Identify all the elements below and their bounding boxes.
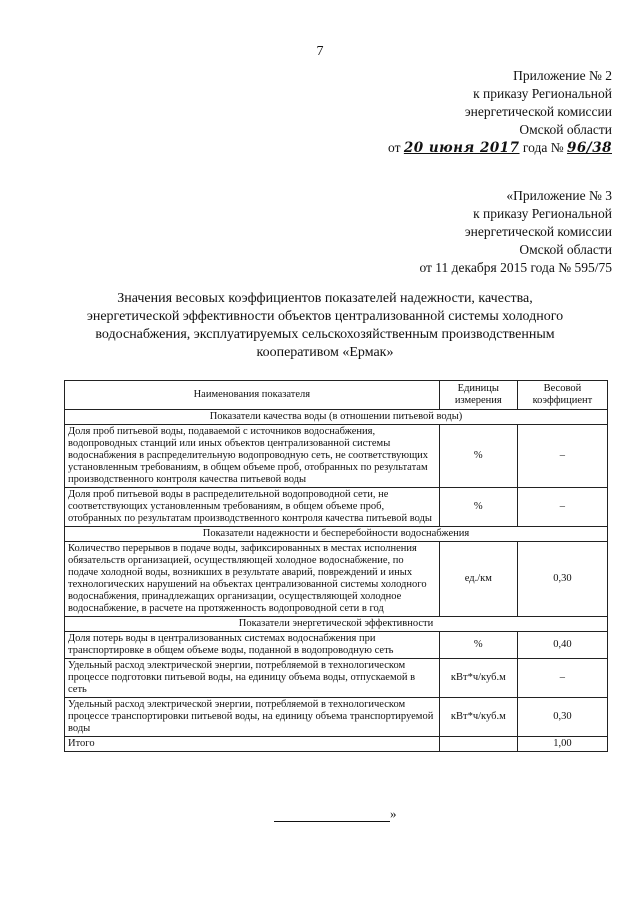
total-units: [439, 737, 517, 752]
row-units: кВт*ч/куб.м: [439, 698, 517, 737]
table-row: [65, 698, 608, 737]
appendix-3-line5: от 11 декабря 2015 года № 595/75: [419, 260, 612, 275]
appendix-3-line2: к приказу Региональной: [473, 206, 612, 221]
row-name: Доля потерь воды в централизованных системах водоснабжения при транспортировке в общем объеме воды, поданной в водопроводную сеть: [65, 632, 440, 659]
appendix-3-line4: Омской области: [519, 242, 612, 257]
title-line1: Значения весовых коэффициентов показателей надежности, качества,: [117, 291, 533, 306]
table-row: [65, 488, 608, 527]
total-weight: 1,00: [517, 737, 607, 752]
date-prefix: от: [388, 140, 401, 155]
table-row: [65, 632, 608, 659]
section-energy: Показатели энергетической эффективности: [65, 617, 608, 632]
row-name: Количество перерывов в подаче воды, зафиксированных в местах исполнения обязательств организацией, осуществляющей холодное водоснабжение, по подаче холодной воды, возникших в результате аварий, повреждений и иных технологических нарушений на объектах централизованной системы холодного водоснабжения, принадлежащих организации, осуществляющей холодное водоснабжение, в расчете на протяженность водопроводной сети в год: [65, 542, 440, 617]
row-weight: –: [517, 425, 607, 488]
appendix-3-line3: энергетической комиссии: [464, 224, 612, 239]
table-row: [65, 659, 608, 698]
appendix-2-line3: энергетической комиссии: [464, 104, 612, 119]
closing-mark: [274, 806, 397, 822]
row-name: Доля проб питьевой воды, подаваемой с источников водоснабжения, водопроводных станций или иных объектов централизованной системы водоснабжения в распределительную водопроводную сеть, не соответствующих установленным требованиям, в общем объеме проб, отобранных по результатам производственного контроля качества питьевой воды: [65, 425, 440, 488]
row-units: ед./км: [439, 542, 517, 617]
title-line3: водоснабжения, эксплуатируемых сельскохозяйственным производственным: [95, 327, 555, 342]
date-middle: года №: [522, 140, 564, 155]
table-row: [65, 425, 608, 488]
section-row: [65, 410, 608, 425]
title-line2: энергетической эффективности объектов централизованной системы холодного: [86, 309, 564, 324]
title-line4: кооперативом «Ермак»: [256, 345, 394, 360]
row-name: Удельный расход электрической энергии, потребляемой в технологическом процессе транспортировки питьевой воды, на единицу объема транспортируемой воды: [65, 698, 440, 737]
row-weight: –: [517, 659, 607, 698]
appendix-2-line4: Омской области: [519, 122, 612, 137]
row-weight: 0,30: [517, 698, 607, 737]
row-weight: 0,30: [517, 542, 607, 617]
row-name: Удельный расход электрической энергии, потребляемой в технологическом процессе подготовки питьевой воды, на единицу объема воды, отпускаемой в сеть: [65, 659, 440, 698]
section-reliability: Показатели надежности и бесперебойности водоснабжения: [65, 527, 608, 542]
header-units: Единицы измерения: [439, 381, 517, 410]
total-name: Итого: [65, 737, 440, 752]
row-units: %: [439, 425, 517, 488]
row-units: кВт*ч/куб.м: [439, 659, 517, 698]
handwritten-number: 96/38: [566, 140, 612, 156]
table-header-row: [65, 381, 608, 410]
row-weight: 0,40: [517, 632, 607, 659]
appendix-2-date-line: [388, 139, 612, 157]
handwritten-date: 20 июня 2017: [403, 140, 520, 156]
section-quality: Показатели качества воды (в отношении питьевой воды): [65, 410, 608, 425]
appendix-2-header: [388, 67, 612, 157]
header-weight: Весовой коэффициент: [517, 381, 607, 410]
section-row: [65, 617, 608, 632]
table-row: [65, 542, 608, 617]
appendix-3-header: [419, 187, 612, 277]
coefficients-table: [64, 380, 608, 752]
closing-underline: [274, 821, 390, 822]
total-row: [65, 737, 608, 752]
row-units: %: [439, 488, 517, 527]
appendix-2-line1: Приложение № 2: [513, 68, 612, 83]
section-row: [65, 527, 608, 542]
document-title: [40, 290, 610, 362]
page-number: 7: [316, 44, 324, 59]
closing-quote: »: [390, 806, 397, 821]
header-name: Наименования показателя: [65, 381, 440, 410]
appendix-2-line2: к приказу Региональной: [473, 86, 612, 101]
row-units: %: [439, 632, 517, 659]
appendix-3-line1: «Приложение № 3: [506, 188, 612, 203]
row-weight: –: [517, 488, 607, 527]
row-name: Доля проб питьевой воды в распределительной водопроводной сети, не соответствующих установленным требованиям, в общем объеме проб, отобранных по результатам производственного контроля качества питьевой воды: [65, 488, 440, 527]
